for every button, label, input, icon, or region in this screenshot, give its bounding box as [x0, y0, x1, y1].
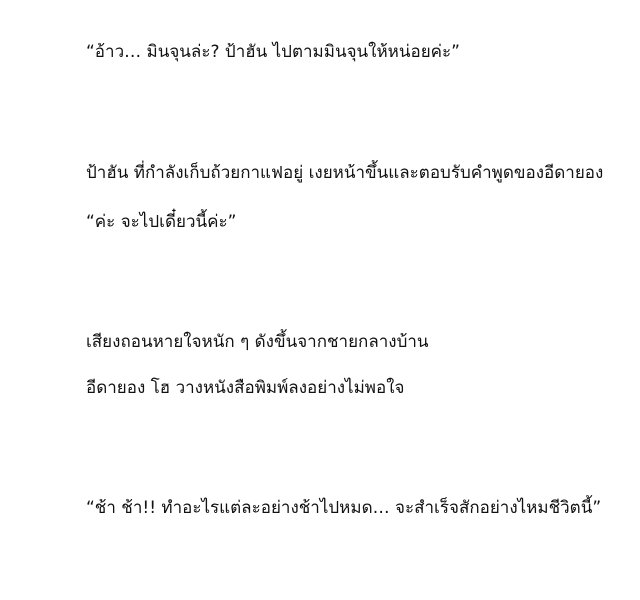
dialogue-line: “อ้าว… มินจุนล่ะ? ป้าฮัน ไปตามมินจุนให้หน่อยค่ะ”: [86, 42, 460, 62]
narration-line: อีดายอง โฮ วางหนังสือพิมพ์ลงอย่างไม่พอใจ: [86, 378, 405, 398]
narration-line: เสียงถอนหายใจหนัก ๆ ดังขึ้นจากชายกลางบ้าน: [86, 332, 429, 352]
narration-line: ป้าฮัน ที่กำลังเก็บถ้วยกาแฟอยู่ เงยหน้าขึ้นและตอบรับคำพูดของอีดายอง: [86, 163, 604, 183]
dialogue-line: “ช้า ช้า!! ทำอะไรแต่ละอย่างช้าไปหมด… จะสำเร็จสักอย่างไหมชีวิตนี้”: [86, 498, 602, 518]
dialogue-line: “ค่ะ จะไปเดี๋ยวนี้ค่ะ”: [86, 212, 237, 232]
